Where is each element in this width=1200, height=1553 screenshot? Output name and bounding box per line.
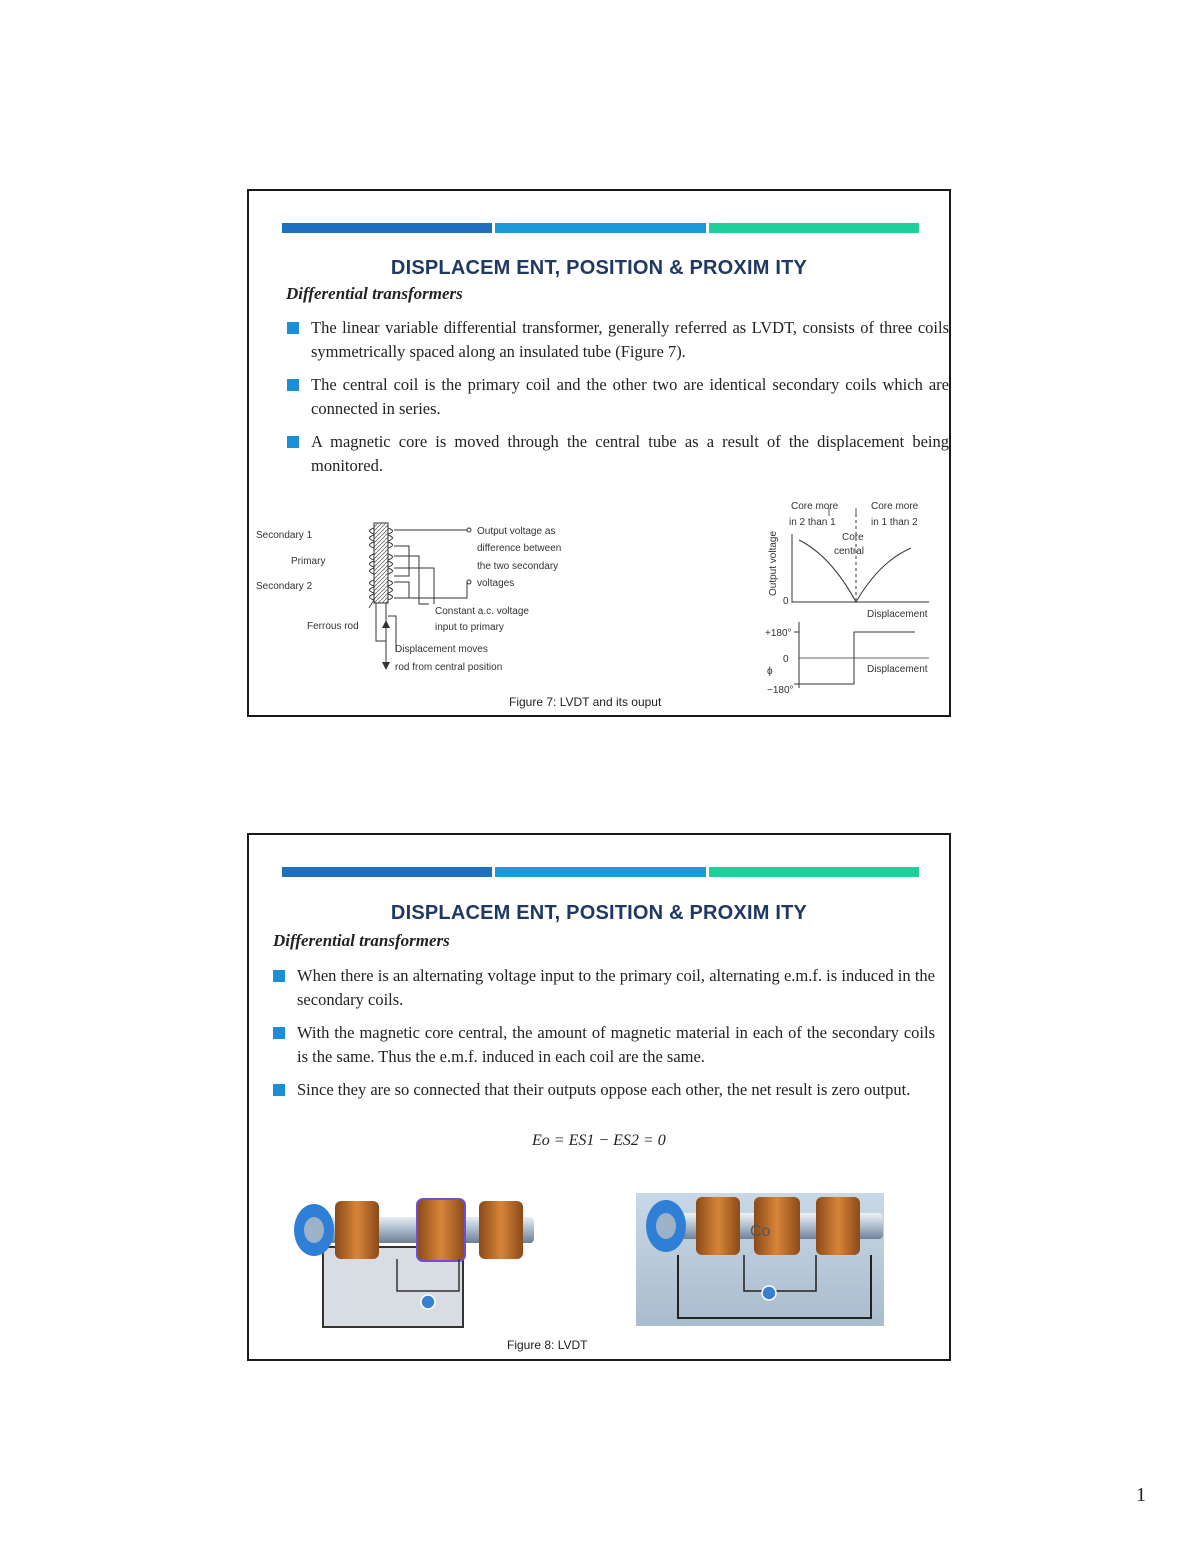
label-output-line-4: voltages [477, 578, 515, 589]
bullet-item [287, 316, 949, 364]
figure-caption: Figure 8: LVDT [507, 1338, 588, 1352]
header-bar-3 [709, 223, 919, 233]
bullet-item [287, 373, 949, 421]
lvdt-illustration-right [636, 1193, 886, 1328]
phase-plus-180-label: +180° [765, 628, 792, 639]
figure-caption: Figure 7: LVDT and its ouput [509, 695, 662, 709]
label-output-line-2: difference between [477, 543, 562, 554]
bullet-text: With the magnetic core central, the amount of magnetic material in each of the secondary coils is the same. Thus the e.m.f. induced in each coil are the same. [297, 1023, 935, 1066]
label-output-line-1: Output voltage as [477, 526, 556, 537]
header-color-bars [282, 867, 919, 877]
label-core-central-a: Core [842, 532, 864, 543]
voltmeter-icon [762, 1286, 776, 1300]
bullet-item [273, 1021, 935, 1069]
header-bar-1 [282, 867, 492, 877]
lvdt-illustration-left [289, 1195, 539, 1335]
phase-minus-180-label: −180° [767, 685, 794, 696]
header-bar-1 [282, 223, 492, 233]
bullet-text: The central coil is the primary coil and the other two are identical secondary coils which are connected in series. [311, 375, 949, 418]
label-core-more-2-than-1-a: Core more [791, 501, 839, 512]
square-bullet-icon [287, 322, 299, 334]
header-bar-2 [495, 223, 705, 233]
bullet-item [287, 430, 949, 478]
lvdt-output-graph [759, 496, 949, 701]
label-displacement-line-1: Displacement moves [395, 644, 488, 655]
bullet-list [273, 964, 935, 1111]
slide-2 [247, 833, 951, 1361]
bullet-text: The linear variable differential transformer, generally referred as LVDT, consists of three coils symmetrically spaced along an insulated tube (Figure 7). [311, 318, 949, 361]
label-displacement-line-2: rod from central position [395, 662, 503, 673]
label-ferrous-rod: Ferrous rod [307, 621, 359, 632]
bullet-item [273, 1078, 935, 1102]
label-secondary-2: Secondary 2 [256, 581, 313, 592]
header-bar-2 [495, 867, 705, 877]
bullet-text: When there is an alternating voltage input to the primary coil, alternating e.m.f. is induced in the secondary coils. [297, 966, 935, 1009]
phase-symbol-label: ϕ [767, 666, 773, 677]
square-bullet-icon [287, 436, 299, 448]
label-core-more-1-than-2-b: in 1 than 2 [871, 517, 918, 528]
voltmeter-icon [421, 1295, 435, 1309]
lvdt-schematic-diagram [249, 516, 579, 676]
square-bullet-icon [273, 1027, 285, 1039]
bullet-list [287, 316, 949, 487]
square-bullet-icon [287, 379, 299, 391]
page-number: 1 [1136, 1484, 1146, 1506]
x-axis-label-upper: Displacement [867, 609, 928, 620]
header-bar-3 [709, 867, 919, 877]
header-color-bars [282, 223, 919, 233]
y-axis-zero-label: 0 [783, 596, 789, 607]
label-secondary-1: Secondary 1 [256, 530, 313, 541]
slide-title: DISPLACEM ENT, POSITION & PROXIM ITY [390, 257, 808, 279]
label-output-line-3: the two secondary [477, 561, 559, 572]
label-ac-line-1: Constant a.c. voltage [435, 606, 529, 617]
label-primary: Primary [291, 556, 326, 567]
bullet-text: Since they are so connected that their outputs oppose each other, the net result is zero output. [297, 1080, 911, 1099]
equation: Eo = ES1 − ES2 = 0 [532, 1132, 666, 1149]
x-axis-label-lower: Displacement [867, 664, 928, 675]
slide-subtitle: Differential transformers [273, 931, 450, 950]
slide-title: DISPLACEM ENT, POSITION & PROXIM ITY [390, 902, 808, 924]
y-axis-label: Output voltage [768, 530, 779, 596]
bullet-text: A magnetic core is moved through the central tube as a result of the displacement being monitored. [311, 432, 949, 475]
label-core-central-b: central [834, 546, 865, 557]
slide-subtitle: Differential transformers [286, 284, 463, 303]
core-label: Co [750, 1223, 771, 1240]
phase-zero-label: 0 [783, 654, 789, 665]
bullet-item [273, 964, 935, 1012]
label-ac-line-2: input to primary [435, 622, 504, 633]
label-core-more-1-than-2-a: Core more [871, 501, 919, 512]
square-bullet-icon [273, 970, 285, 982]
label-core-more-2-than-1-b: in 2 than 1 [789, 517, 836, 528]
square-bullet-icon [273, 1084, 285, 1096]
slide-1 [247, 189, 951, 717]
